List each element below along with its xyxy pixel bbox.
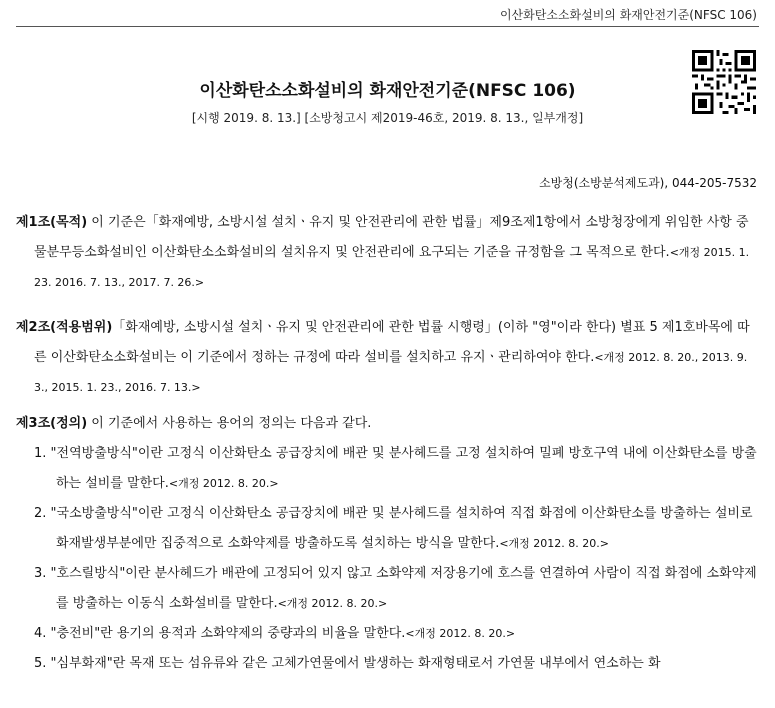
amendment-note: <개정 2012. 8. 20., 2013. 9. 3., 2015. 1. 23., 2016. 7. 13.> [34, 351, 748, 394]
definition-list [16, 439, 761, 679]
item-text: "심부화재"란 목재 또는 섬유류와 같은 고체가연물에서 발생하는 화재형태로서 가연물 내부에서 연소하는 화 [50, 656, 661, 671]
item-text: "전역방출방식"이란 고정식 이산화탄소 공급장치에 배관 및 분사헤드를 고정 설치하여 밀폐 방호구역 내에 이산화탄소를 방출하는 설비를 말한다. [50, 446, 757, 491]
amendment-note: <개정 2012. 8. 20.> [499, 537, 609, 550]
article-body: 이 기준은「화재예방, 소방시설 설치ㆍ유지 및 안전관리에 관한 법률」제9조제1항에서 소방청장에게 위임한 사항 중 물분무등소화설비인 이산화탄소소화설비의 설치유지 및 안전관리에 요구되는 기준을 규정함을 그 목적으로 한다. [34, 215, 749, 260]
list-item [16, 439, 761, 499]
article-heading: 제2조(적용범위) [16, 320, 113, 335]
document-subtitle: [시행 2019. 8. 13.] [소방청고시 제2019-46호, 2019. 8. 13., 일부개정] [191, 111, 584, 125]
list-item [16, 649, 761, 679]
item-number: 1. [34, 446, 51, 461]
article-3 [16, 409, 761, 679]
article-1 [16, 208, 761, 298]
item-number: 3. [34, 566, 51, 581]
document-title: 이산화탄소소화설비의 화재안전기준(NFSC 106) [199, 81, 576, 101]
qr-code-icon [692, 50, 756, 114]
item-number: 4. [34, 626, 51, 641]
list-item [16, 559, 761, 619]
agency-contact: 소방청(소방분석제도과), 044-205-7532 [539, 176, 757, 190]
item-text: "국소방출방식"이란 고정식 이산화탄소 공급장치에 배관 및 분사헤드를 설치하여 직접 화점에 이산화탄소를 방출하는 설비로 화재발생부분에만 집중적으로 소화약제를 방출하도록 설치하는 방식을 말한다. [50, 506, 753, 551]
list-item [16, 499, 761, 559]
amendment-note: <개정 2012. 8. 20.> [277, 597, 388, 610]
article-body: 이 기준에서 사용하는 용어의 정의는 다음과 같다. [87, 416, 372, 431]
item-text: "충전비"란 용기의 용적과 소화약제의 중량과의 비율을 말한다. [50, 626, 406, 641]
article-heading: 제3조(정의) [16, 416, 88, 431]
amendment-note: <개정 2012. 8. 20.> [405, 627, 516, 640]
amendment-note: <개정 2015. 1. 23. 2016. 7. 13., 2017. 7. 26.> [34, 246, 750, 289]
item-number: 2. [34, 506, 51, 521]
list-item [16, 619, 761, 649]
article-2 [16, 313, 761, 403]
item-text: "호스릴방식"이란 분사헤드가 배관에 고정되어 있지 않고 소화약제 저장용기에 호스를 연결하여 사람이 직접 화점에 소화약제를 방출하는 이동식 소화설비를 말한다. [50, 566, 757, 611]
item-number: 5. [34, 656, 51, 671]
amendment-note: <개정 2012. 8. 20.> [168, 477, 279, 490]
article-heading: 제1조(목적) [16, 215, 88, 230]
running-header: 이산화탄소소화설비의 화재안전기준(NFSC 106) [499, 8, 757, 22]
header-divider [16, 26, 759, 27]
article-body: 「화재예방, 소방시설 설치ㆍ유지 및 안전관리에 관한 법률 시행령」(이하 "영"이라 한다) 별표 5 제1호바목에 따른 이산화탄소소화설비는 이 기준에서 정하는 규정에 따라 설비를 설치하고 유지ㆍ관리하여야 한다. [34, 320, 750, 365]
